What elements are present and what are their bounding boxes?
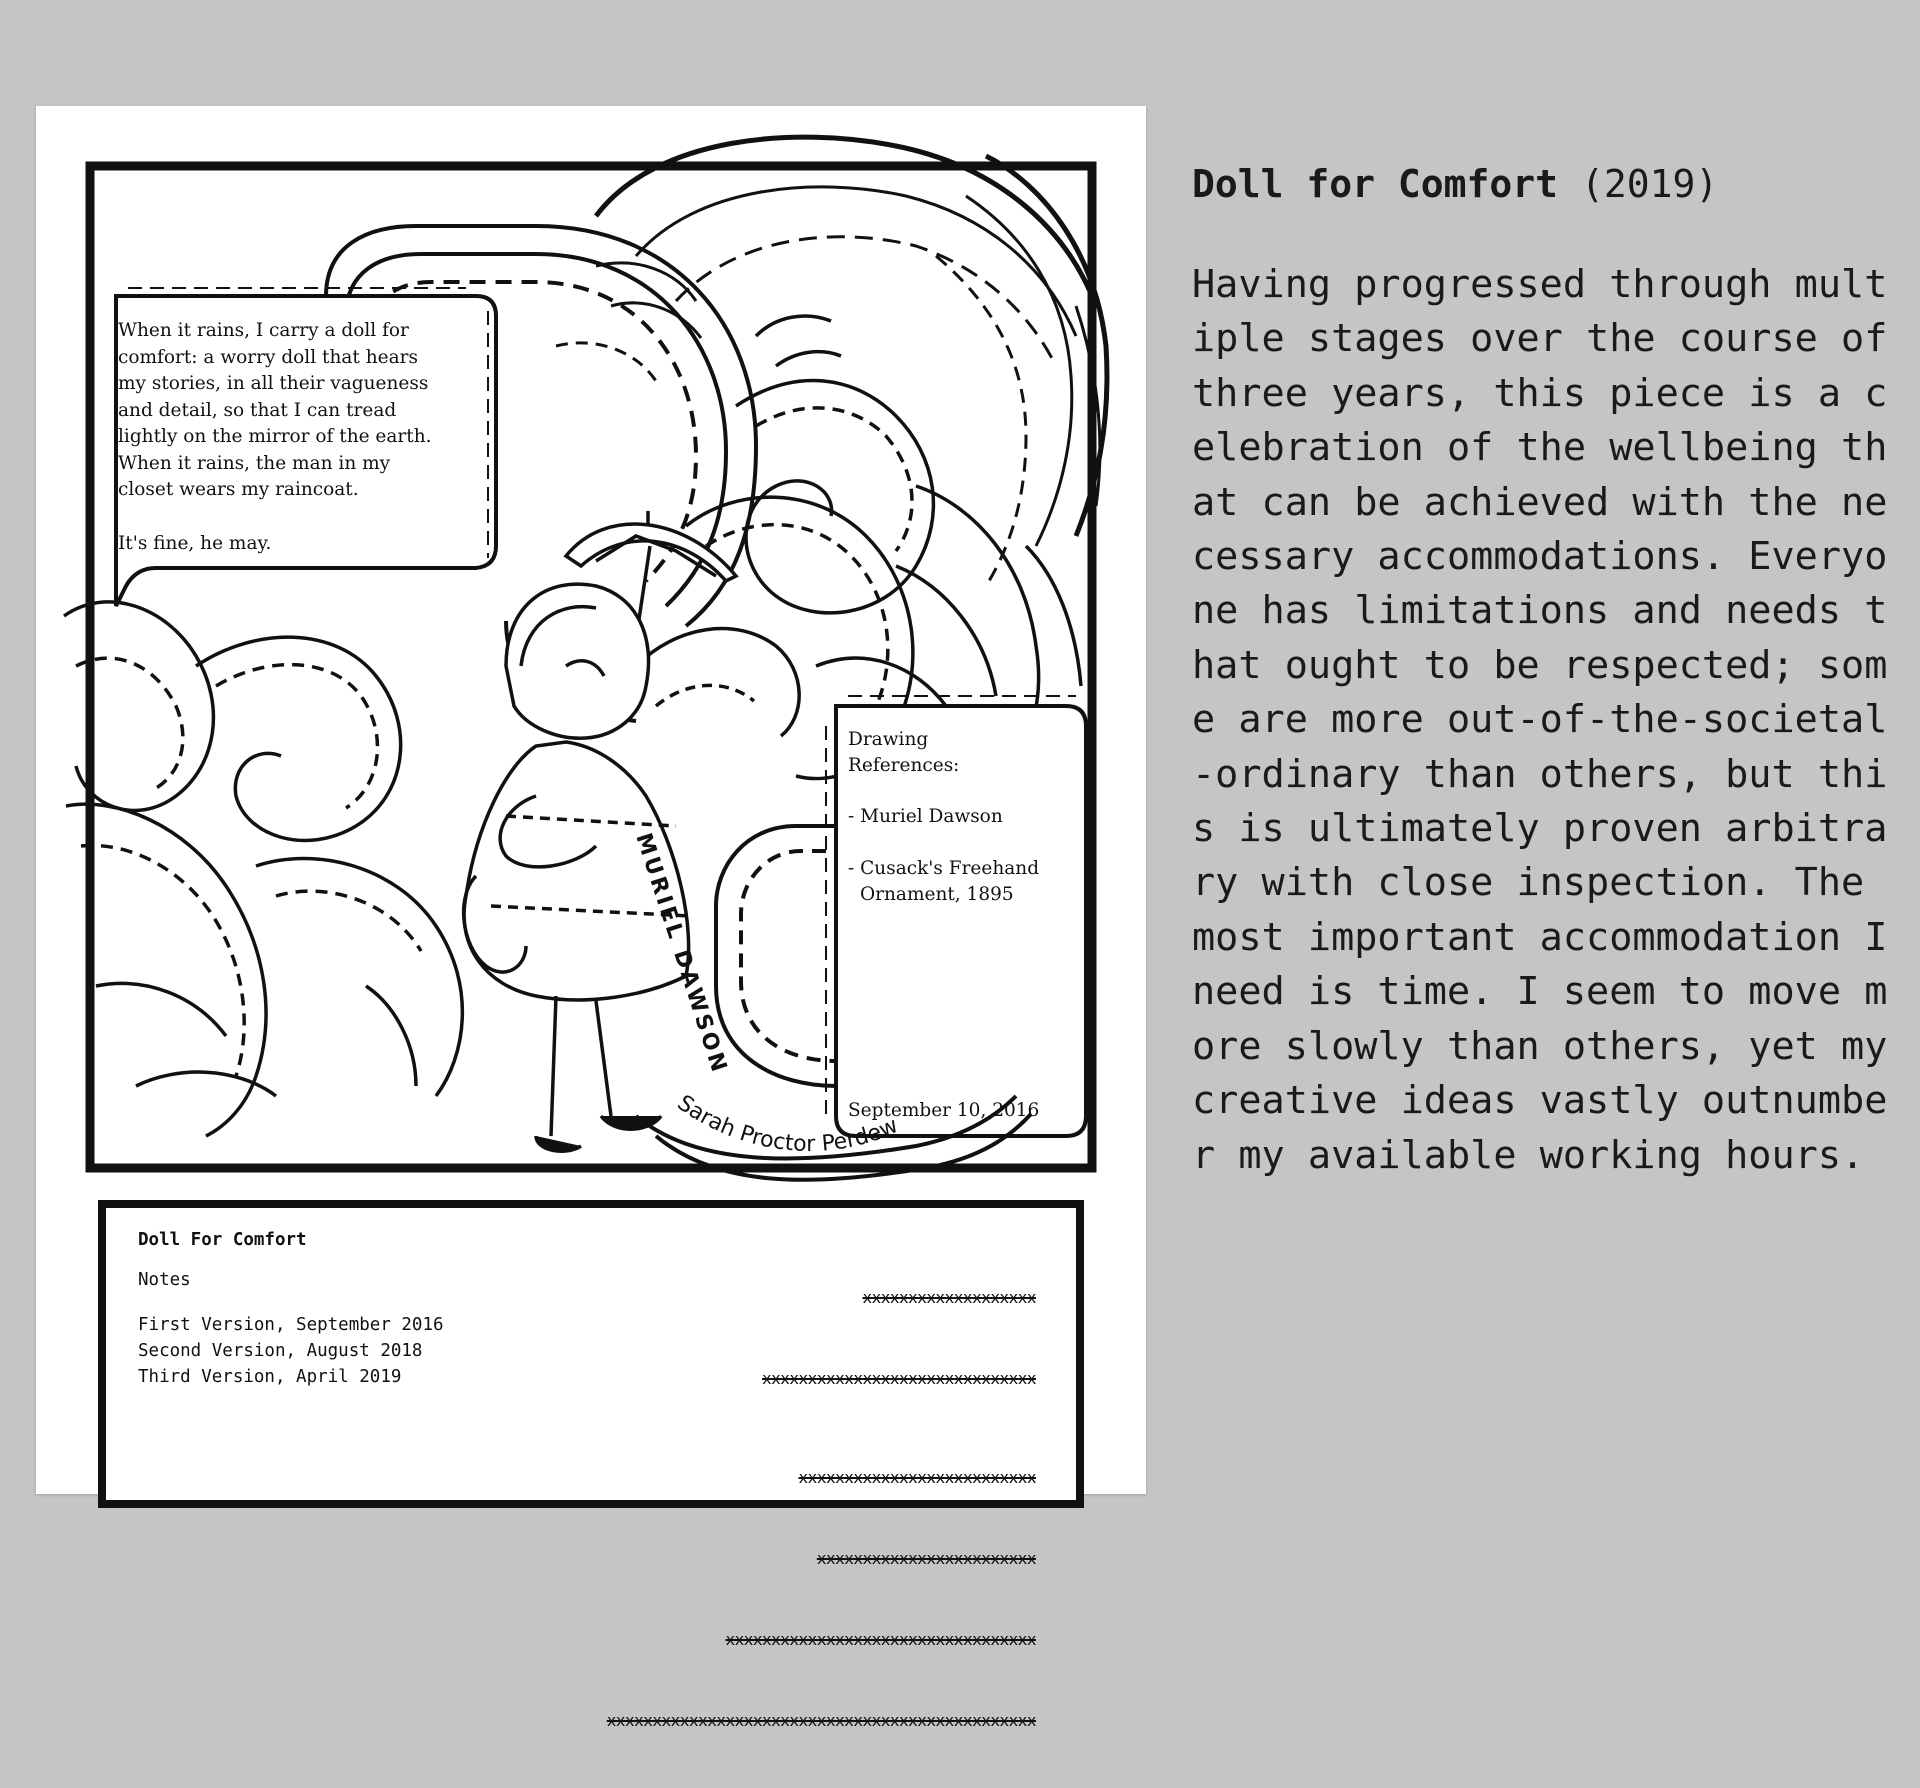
- artwork-sheet: [36, 106, 1146, 1730]
- notes-panel: [98, 1200, 1084, 1730]
- quote-line: When it rains, I carry a doll for: [118, 320, 409, 341]
- acanthus-leaf-left: [64, 602, 462, 1136]
- references-text-block: [848, 727, 1088, 1147]
- artwork-description-text: Having progressed through multiple stages over the course of three years, this piece is a celebration of the wellbeing that can be achieved with the necessary accommodations. Everyone has limitations and needs that ought to be respected; some are more out-of-the-societal-ordinary than others, but this is ultimately proven arbitrary with close inspection. The most important accommodation I need is time. I seem to move more slowly than others, yet my creative ideas vastly outnumber my available working hours.: [1192, 262, 1888, 1178]
- reference-item-continuation: Ornament, 1895: [860, 884, 1014, 905]
- references-date: September 10, 2016: [848, 1100, 1040, 1121]
- vertical-name: MURIEL DAWSON: [630, 830, 732, 1078]
- wave-ornament-top: [596, 137, 1107, 586]
- quote-line: lightly on the mirror of the earth.: [118, 426, 432, 447]
- version-list: [138, 1312, 578, 1390]
- girl-figure: [464, 511, 736, 1151]
- struck-line: xxxxxxxxxxxxxxxxxxxxxxxxxx: [798, 1468, 1036, 1487]
- struck-out-notes: [516, 1230, 1036, 1788]
- quote-closing: It's fine, he may.: [118, 532, 272, 554]
- version-item: Third Version, April 2019: [138, 1367, 402, 1387]
- artwork-description: [1192, 158, 1902, 1183]
- struck-line: xxxxxxxxxxxxxxxxxxxxxxxxxxxxxxxxxx: [725, 1630, 1036, 1649]
- version-item: Second Version, August 2018: [138, 1341, 423, 1361]
- struck-line: xxxxxxxxxxxxxxxxxxxxxxxxxxxxxxxxxxxxxxxxxxxxxxx: [606, 1711, 1036, 1730]
- version-item: First Version, September 2016: [138, 1315, 444, 1335]
- leaf-flourish-upper: [556, 263, 701, 381]
- quote-line: and detail, so that I can tread: [118, 399, 397, 421]
- references-heading-line: References:: [848, 755, 960, 776]
- artwork-title: [1192, 158, 1902, 210]
- artwork-year: (2019): [1580, 162, 1719, 206]
- references-heading-line: Drawing: [848, 729, 929, 750]
- notes-left-column: [138, 1230, 578, 1390]
- quote-line: closet wears my raincoat.: [118, 479, 359, 500]
- quote-line: comfort: a worry doll that hears: [118, 346, 418, 368]
- notes-subtitle: Notes: [138, 1270, 191, 1290]
- reference-item: - Muriel Dawson: [848, 806, 1003, 827]
- struck-line: xxxxxxxxxxxxxxxxxxx: [862, 1288, 1036, 1307]
- reference-item: - Cusack's Freehand: [848, 858, 1040, 879]
- artwork-title-name: Doll for Comfort: [1192, 162, 1559, 206]
- quote-line: When it rains, the man in my: [118, 452, 391, 474]
- signature-text: Sarah Proctor Perdew: [672, 1090, 902, 1158]
- struck-line: xxxxxxxxxxxxxxxxxxxxxxxx: [816, 1549, 1036, 1568]
- quote-line: my stories, in all their vagueness: [118, 373, 429, 394]
- notes-title: Doll For Comfort: [138, 1230, 307, 1250]
- quote-text-block: [118, 318, 498, 618]
- struck-line: xxxxxxxxxxxxxxxxxxxxxxxxxxxxxx: [762, 1369, 1036, 1388]
